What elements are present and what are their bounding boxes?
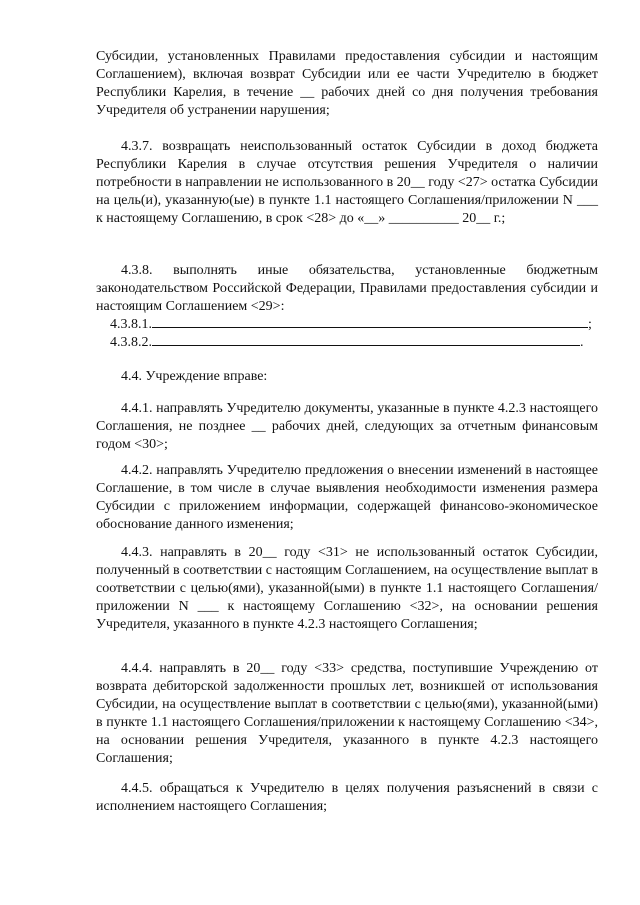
- section-4-4-heading: 4.4. Учреждение вправе:: [121, 369, 268, 384]
- paragraph-continuation: Субсидии, установленных Правилами предоставления субсидии и настоящим Соглашением), включая возврат Субсидии или ее части Учредителю в бюджет Республики Карелия, в течение __ рабочих дней со дня получения требования Учредителя об устранении нарушения;: [96, 49, 598, 118]
- subitem-4-3-8-2-label: 4.3.8.2.: [110, 335, 152, 350]
- paragraph-4-4-5: 4.4.5. обращаться к Учредителю в целях получения разъяснений в связи с исполнением настоящего Соглашения;: [96, 781, 598, 814]
- subitem-4-3-8-1-end: ;: [588, 317, 592, 332]
- subitem-4-3-8-1: [110, 315, 600, 334]
- blank-line: [152, 333, 580, 346]
- paragraph-4-3-8: 4.3.8. выполнять иные обязательства, установленные бюджетным законодательством Российской Федерации, Правилами предоставления субсидии и настоящим Соглашением <29>:: [96, 263, 598, 314]
- paragraph-4-4-2: 4.4.2. направлять Учредителю предложения о внесении изменений в настоящее Соглашение, в том числе в случае выявления необходимости изменения размера Субсидии с приложением информации, содержащей финансово-экономическое обоснование данного изменения;: [96, 463, 598, 532]
- subitem-4-3-8-1-label: 4.3.8.1.: [110, 317, 152, 332]
- blank-line: [152, 315, 588, 328]
- paragraph-4-4-1: 4.4.1. направлять Учредителю документы, указанные в пункте 4.2.3 настоящего Соглашения, не позднее __ рабочих дней, следующих за отчетным финансовым годом <30>;: [96, 401, 598, 452]
- subitem-4-3-8-2: [110, 333, 600, 352]
- subitem-4-3-8-2-end: .: [580, 335, 584, 350]
- paragraph-4-3-7: 4.3.7. возвращать неиспользованный остаток Субсидии в доход бюджета Республики Карелия в случае отсутствия решения Учредителя о наличии потребности в направлении не использованного в 20__ году <27> остатка Субсидии на цель(и), указанную(ые) в пункте 1.1 настоящего Соглашения/приложении N ___ к настоящему Соглашению, в срок <28> до «__» __________ 20__ г.;: [96, 139, 598, 226]
- paragraph-4-4-4: 4.4.4. направлять в 20__ году <33> средства, поступившие Учреждению от возврата дебиторской задолженности прошлых лет, возникшей от использования Субсидии, на осуществление выплат в соответствии с целью(ями), указанной(ыми) в пункте 1.1 настоящего Соглашения/приложении к настоящему Соглашению <34>, на основании решения Учредителя, указанного в пункте 4.2.3 настоящего Соглашения;: [96, 661, 598, 766]
- paragraph-4-4-3: 4.4.3. направлять в 20__ году <31> не использованный остаток Субсидии, полученный в соответствии с настоящим Соглашением, на осуществление выплат в соответствии с целью(ями), указанной(ыми) в пункте 1.1 настоящего Соглашения/приложении N ___ к настоящему Соглашению <32>, на основании решения Учредителя, указанного в пункте 4.2.3 настоящего Соглашения;: [96, 545, 598, 632]
